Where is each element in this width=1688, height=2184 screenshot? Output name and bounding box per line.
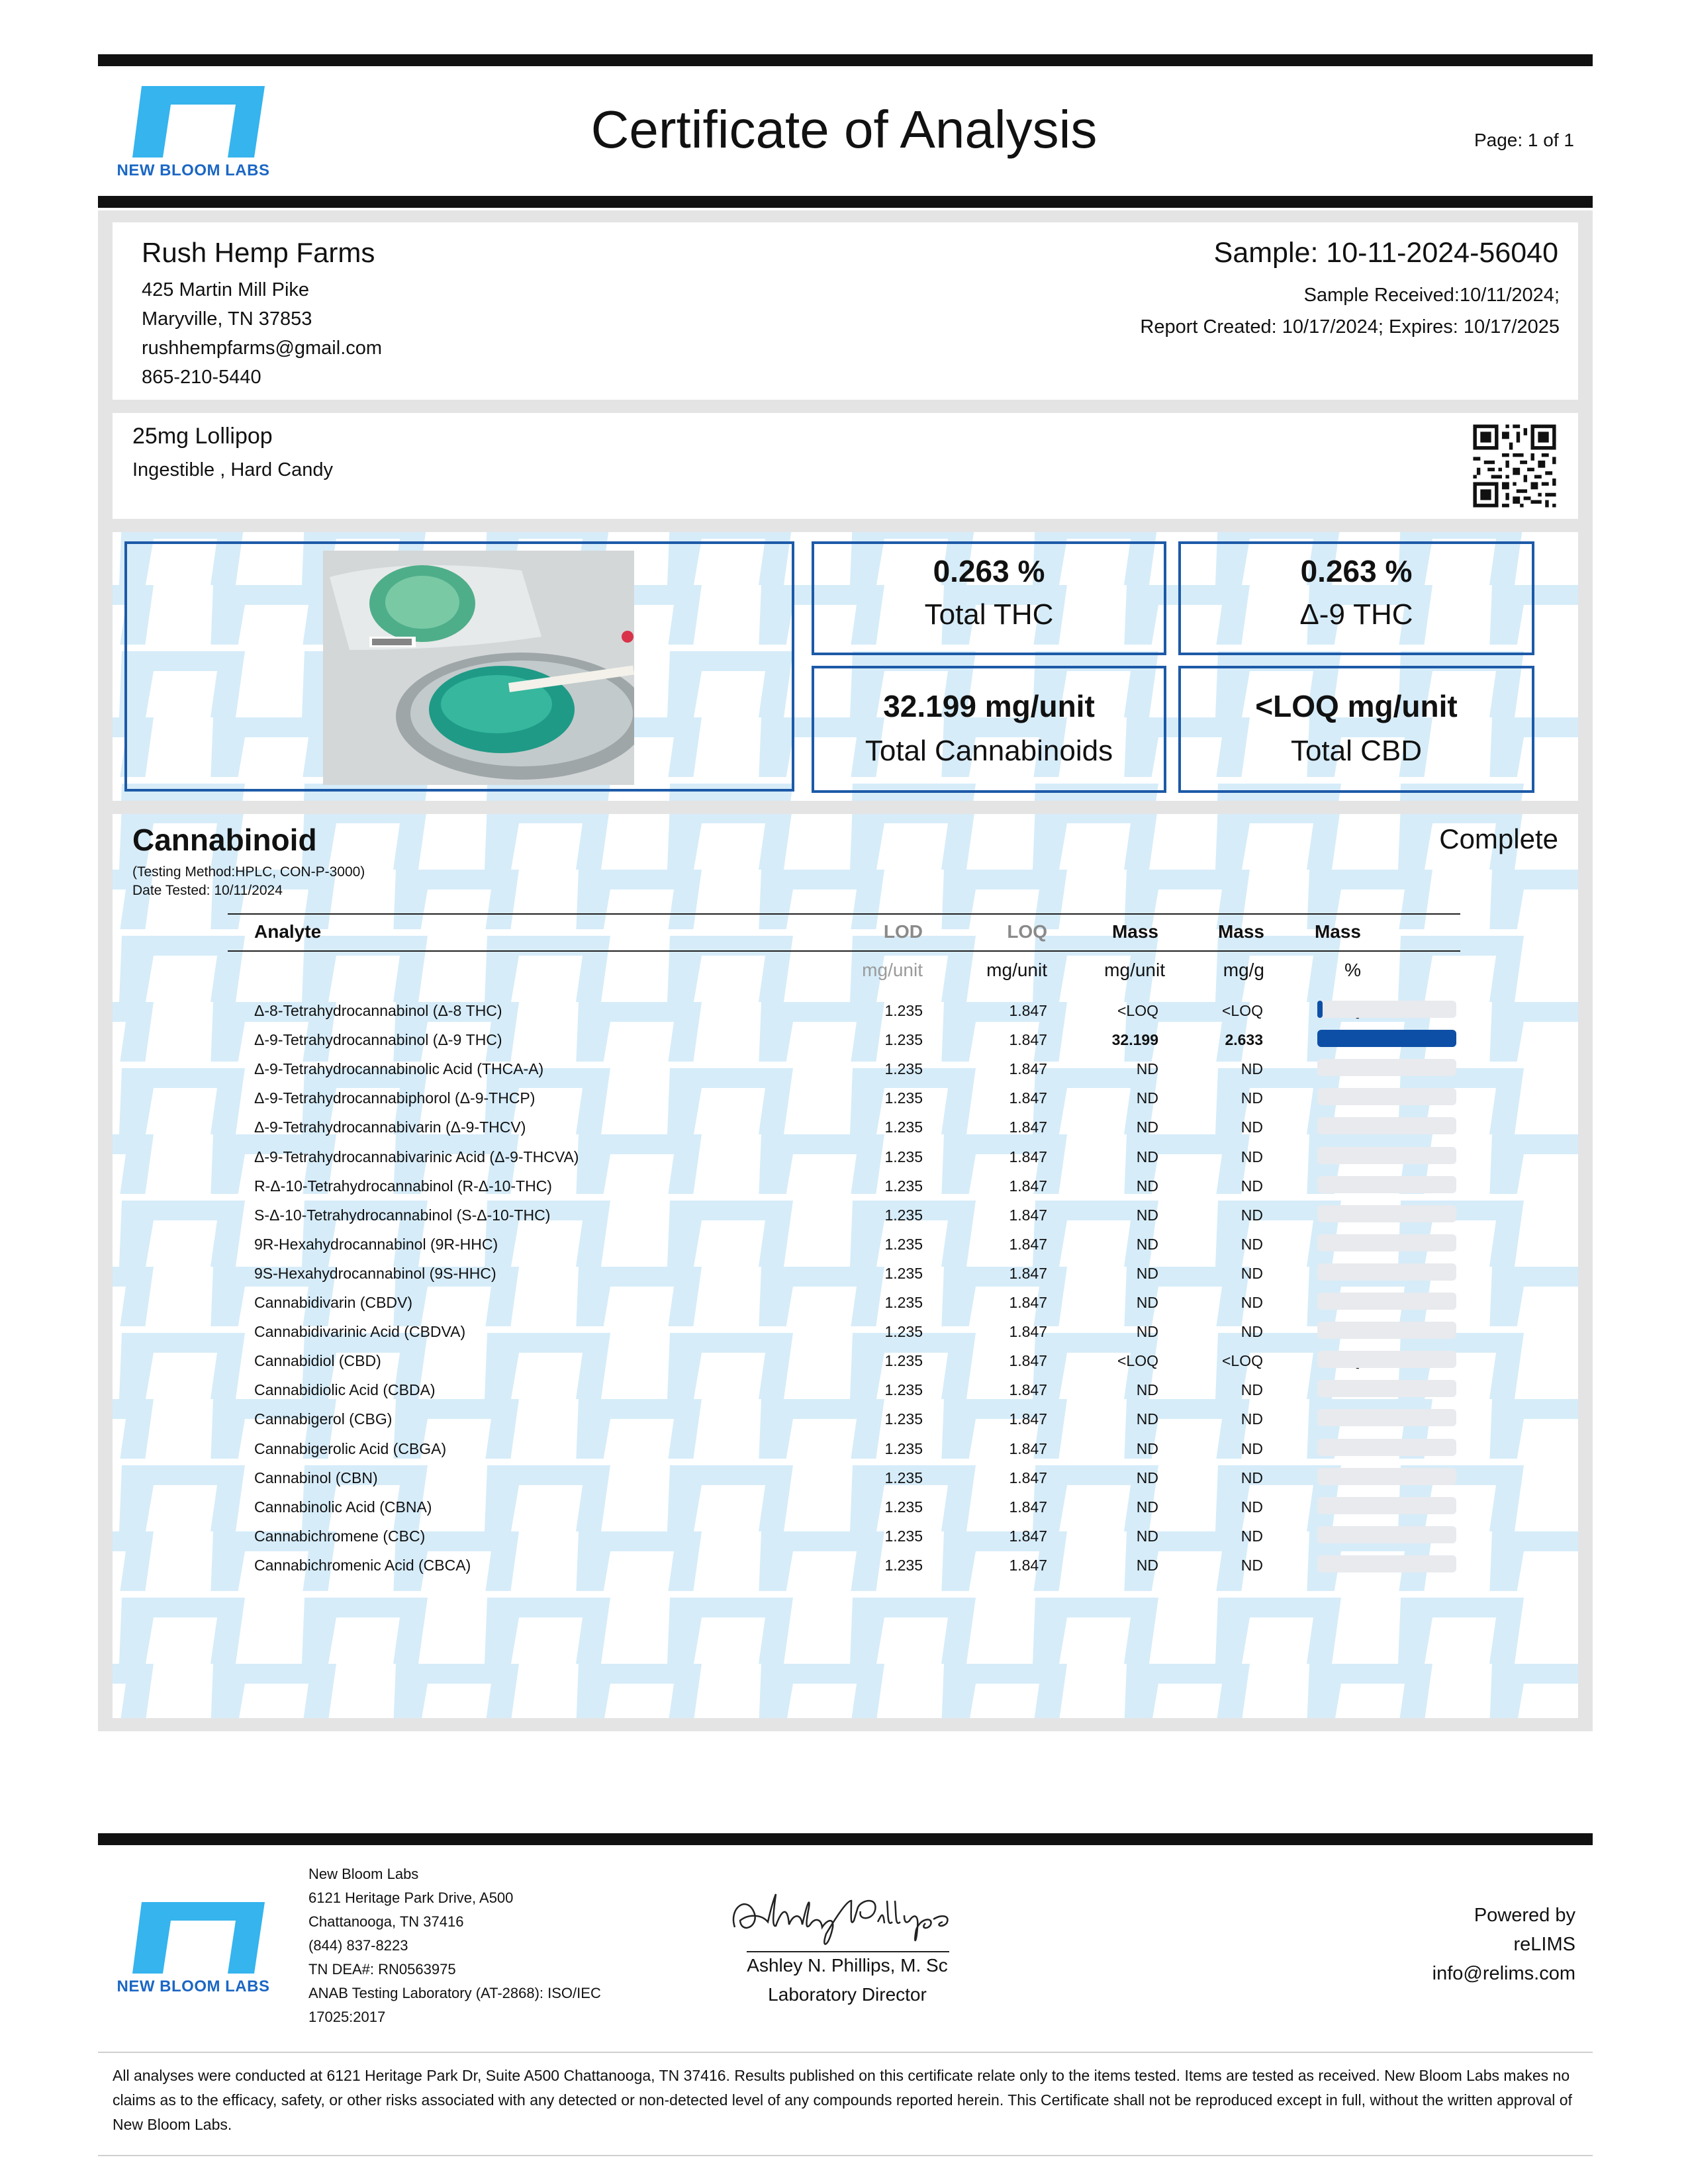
result-bar-track bbox=[1317, 1380, 1456, 1397]
report-frame bbox=[98, 210, 1593, 1731]
total-cannabinoids-label: Total Cannabinoids bbox=[865, 735, 1113, 767]
powered-by: Powered by bbox=[1474, 1905, 1575, 1926]
result-bar-track bbox=[1317, 1117, 1456, 1134]
mass-unit-value: ND bbox=[1136, 1177, 1158, 1195]
mass-g-value: ND bbox=[1241, 1381, 1263, 1398]
lod-value: 1.235 bbox=[884, 1265, 923, 1282]
loq-value: 1.847 bbox=[1009, 1410, 1047, 1428]
lab-address2: Chattanooga, TN 37416 bbox=[308, 1913, 464, 1930]
lab-name: New Bloom Labs bbox=[308, 1866, 419, 1882]
analyte-name: Cannabichromene (CBC) bbox=[254, 1527, 426, 1545]
analyte-name: Δ-9-Tetrahydrocannabinolic Acid (THCA-A) bbox=[254, 1060, 544, 1077]
unit-mass-unit: mg/unit bbox=[1104, 960, 1165, 980]
mass-g-value: <LOQ bbox=[1221, 1352, 1263, 1369]
loq-value: 1.847 bbox=[1009, 1060, 1047, 1077]
result-bar-track bbox=[1317, 1468, 1456, 1485]
mass-g-value: ND bbox=[1241, 1498, 1263, 1516]
disclaimer-text: All analyses were conducted at 6121 Heritage Park Dr, Suite A500 Chattanooga, TN 37416. Results published on this certificate relate only to the items tested. Items are tested as received. New Bloom Labs makes no claims as to the efficacy, safety, or other risks associated with any detected or non-detected level of any compounds reported herein. This Certificate shall not be reproduced except in full, without the written approval of New Bloom Labs. bbox=[113, 2067, 1572, 2133]
analyte-name: Δ-9-Tetrahydrocannabivarin (Δ-9-THCV) bbox=[254, 1118, 526, 1136]
analyte-name: S-Δ-10-Tetrahydrocannabinol (S-Δ-10-THC) bbox=[254, 1206, 551, 1224]
analyte-name: Cannabidivarin (CBDV) bbox=[254, 1294, 413, 1311]
result-bar-track bbox=[1317, 1293, 1456, 1310]
qr-code-icon bbox=[1470, 421, 1560, 511]
mass-g-value: ND bbox=[1241, 1527, 1263, 1545]
delta9-thc-label: Δ-9 THC bbox=[1299, 598, 1413, 631]
mass-g-value: ND bbox=[1241, 1236, 1263, 1253]
signatory-name: Ashley N. Phillips, M. Sc bbox=[747, 1955, 948, 1976]
client-address1: 425 Martin Mill Pike bbox=[142, 279, 310, 300]
loq-value: 1.847 bbox=[1009, 1206, 1047, 1224]
total-cbd-value: <LOQ mg/unit bbox=[1255, 689, 1458, 723]
analyte-name: Cannabidivarinic Acid (CBDVA) bbox=[254, 1323, 466, 1340]
loq-value: 1.847 bbox=[1009, 1381, 1047, 1398]
mass-g-value: ND bbox=[1241, 1440, 1263, 1457]
total-thc-value: 0.263 % bbox=[933, 554, 1045, 588]
delta9-thc-value: 0.263 % bbox=[1300, 554, 1413, 588]
mass-g-value: ND bbox=[1241, 1060, 1263, 1077]
result-bar-track bbox=[1317, 1059, 1456, 1076]
product-name: 25mg Lollipop bbox=[132, 424, 273, 449]
client-name: Rush Hemp Farms bbox=[142, 237, 375, 268]
lod-value: 1.235 bbox=[884, 1236, 923, 1253]
mass-unit-value: ND bbox=[1136, 1440, 1158, 1457]
unit-mass-g: mg/g bbox=[1223, 960, 1264, 980]
lab-info bbox=[308, 1862, 601, 2029]
loq-value: 1.847 bbox=[1009, 1557, 1047, 1574]
lod-value: 1.235 bbox=[884, 1206, 923, 1224]
summary-panel bbox=[113, 532, 1578, 801]
disclaimer-bottom-rule bbox=[98, 2155, 1593, 2156]
lod-value: 1.235 bbox=[884, 1440, 923, 1457]
loq-value: 1.847 bbox=[1009, 1294, 1047, 1311]
lod-value: 1.235 bbox=[884, 1089, 923, 1107]
total-thc-label: Total THC bbox=[924, 598, 1054, 631]
result-bar-track bbox=[1317, 1205, 1456, 1222]
lod-value: 1.235 bbox=[884, 1002, 923, 1019]
result-bar-fill bbox=[1317, 1001, 1323, 1018]
col-mass-pct: Mass bbox=[1314, 921, 1361, 942]
testing-method: (Testing Method:HPLC, CON-P-3000) bbox=[132, 864, 365, 880]
cannabinoid-status: Complete bbox=[1439, 823, 1558, 854]
lab-anab2: 17025:2017 bbox=[308, 2009, 386, 2025]
col-lod: LOD bbox=[883, 921, 923, 942]
loq-value: 1.847 bbox=[1009, 1177, 1047, 1195]
mass-unit-value: ND bbox=[1136, 1118, 1158, 1136]
mass-unit-value: ND bbox=[1136, 1469, 1158, 1486]
client-email: rushhempfarms@gmail.com bbox=[142, 338, 383, 359]
mass-unit-value: <LOQ bbox=[1117, 1002, 1158, 1019]
disclaimer-top-rule bbox=[98, 2052, 1593, 2053]
result-bar-track bbox=[1317, 1263, 1456, 1281]
lod-value: 1.235 bbox=[884, 1352, 923, 1369]
cannabinoid-title: Cannabinoid bbox=[132, 823, 317, 857]
lod-value: 1.235 bbox=[884, 1410, 923, 1428]
mass-unit-value: ND bbox=[1136, 1148, 1158, 1165]
cannabinoid-panel bbox=[113, 814, 1578, 1718]
report-dates: Report Created: 10/17/2024; Expires: 10/17/2025 bbox=[1140, 316, 1560, 338]
lod-value: 1.235 bbox=[884, 1294, 923, 1311]
lollipop-photo-icon bbox=[323, 551, 634, 785]
lod-value: 1.235 bbox=[884, 1498, 923, 1516]
footer-logo bbox=[114, 1901, 273, 2000]
loq-value: 1.847 bbox=[1009, 1265, 1047, 1282]
mass-g-value: ND bbox=[1241, 1118, 1263, 1136]
total-thc-card bbox=[812, 541, 1166, 655]
result-bar-track bbox=[1317, 1322, 1456, 1339]
mass-g-value: ND bbox=[1241, 1323, 1263, 1340]
result-bar-track bbox=[1317, 1555, 1456, 1572]
loq-value: 1.847 bbox=[1009, 1002, 1047, 1019]
col-analyte: Analyte bbox=[254, 921, 322, 942]
unit-mass-pct: % bbox=[1344, 960, 1361, 980]
lod-value: 1.235 bbox=[884, 1118, 923, 1136]
header-bottom-rule bbox=[98, 196, 1593, 208]
result-bar-track bbox=[1317, 1176, 1456, 1193]
result-bar-track bbox=[1317, 1001, 1456, 1018]
document-title: Certificate of Analysis bbox=[590, 100, 1098, 159]
mass-g-value: ND bbox=[1241, 1148, 1263, 1165]
loq-value: 1.847 bbox=[1009, 1498, 1047, 1516]
top-rule bbox=[98, 54, 1593, 66]
loq-value: 1.847 bbox=[1009, 1323, 1047, 1340]
sample-photo bbox=[323, 551, 634, 785]
analyte-name: Cannabinol (CBN) bbox=[254, 1469, 378, 1486]
mass-unit-value: ND bbox=[1136, 1060, 1158, 1077]
mass-g-value: ND bbox=[1241, 1177, 1263, 1195]
client-phone: 865-210-5440 bbox=[142, 367, 261, 388]
result-bar-track bbox=[1317, 1351, 1456, 1368]
lod-value: 1.235 bbox=[884, 1148, 923, 1165]
analyte-name: 9S-Hexahydrocannabinol (9S-HHC) bbox=[254, 1265, 496, 1282]
analyte-name: Δ-9-Tetrahydrocannabinol (Δ-9 THC) bbox=[254, 1031, 502, 1048]
lod-value: 1.235 bbox=[884, 1323, 923, 1340]
analyte-name: 9R-Hexahydrocannabinol (9R-HHC) bbox=[254, 1236, 498, 1253]
result-bar-track bbox=[1317, 1234, 1456, 1251]
signature-line bbox=[747, 1951, 949, 1952]
mass-g-value: <LOQ bbox=[1221, 1002, 1263, 1019]
total-cannabinoids-value: 32.199 mg/unit bbox=[883, 689, 1095, 723]
mass-unit-value: ND bbox=[1136, 1206, 1158, 1224]
table-header-line bbox=[228, 950, 1460, 952]
powered-by-brand: reLIMS bbox=[1513, 1934, 1575, 1955]
product-type: Ingestible , Hard Candy bbox=[132, 459, 334, 480]
analyte-name: Δ-8-Tetrahydrocannabinol (Δ-8 THC) bbox=[254, 1002, 502, 1019]
new-bloom-logo-footer-icon bbox=[114, 1901, 273, 1975]
lab-address1: 6121 Heritage Park Drive, A500 bbox=[308, 1889, 514, 1906]
mass-unit-value: ND bbox=[1136, 1089, 1158, 1107]
analyte-name: Cannabidiolic Acid (CBDA) bbox=[254, 1381, 436, 1398]
mass-g-value: ND bbox=[1241, 1294, 1263, 1311]
lod-value: 1.235 bbox=[884, 1031, 923, 1048]
client-address2: Maryville, TN 37853 bbox=[142, 308, 312, 330]
result-bar-track bbox=[1317, 1147, 1456, 1164]
lod-value: 1.235 bbox=[884, 1381, 923, 1398]
mass-g-value: ND bbox=[1241, 1410, 1263, 1428]
loq-value: 1.847 bbox=[1009, 1148, 1047, 1165]
analyte-name: Cannabinolic Acid (CBNA) bbox=[254, 1498, 432, 1516]
mass-g-value: ND bbox=[1241, 1469, 1263, 1486]
mass-unit-value: <LOQ bbox=[1117, 1352, 1158, 1369]
analyte-name: Cannabichromenic Acid (CBCA) bbox=[254, 1557, 471, 1574]
result-bar-track bbox=[1317, 1409, 1456, 1426]
signatory-title: Laboratory Director bbox=[768, 1984, 927, 2005]
result-bar-track bbox=[1317, 1526, 1456, 1543]
lod-value: 1.235 bbox=[884, 1060, 923, 1077]
lod-value: 1.235 bbox=[884, 1557, 923, 1574]
analyte-name: Cannabigerol (CBG) bbox=[254, 1410, 393, 1428]
mass-unit-value: 32.199 bbox=[1111, 1031, 1158, 1048]
result-bar-track bbox=[1317, 1088, 1456, 1105]
table-top-line bbox=[228, 913, 1460, 915]
unit-loq: mg/unit bbox=[986, 960, 1047, 980]
result-bar-fill bbox=[1317, 1030, 1456, 1047]
product-panel bbox=[113, 413, 1578, 519]
total-cannabinoids-card bbox=[812, 666, 1166, 793]
lab-anab1: ANAB Testing Laboratory (AT-2868): ISO/IEC bbox=[308, 1985, 601, 2001]
date-tested: Date Tested: 10/11/2024 bbox=[132, 883, 283, 898]
loq-value: 1.847 bbox=[1009, 1089, 1047, 1107]
mass-unit-value: ND bbox=[1136, 1265, 1158, 1282]
powered-by-email[interactable]: info@relims.com bbox=[1432, 1963, 1575, 1984]
mass-unit-value: ND bbox=[1136, 1498, 1158, 1516]
footer-rule bbox=[98, 1833, 1593, 1845]
sample-received: Sample Received:10/11/2024; bbox=[1303, 285, 1560, 306]
sample-id: Sample: 10-11-2024-56040 bbox=[1213, 237, 1558, 269]
total-cbd-card bbox=[1178, 666, 1534, 793]
mass-unit-value: ND bbox=[1136, 1294, 1158, 1311]
mass-g-value: 2.633 bbox=[1225, 1031, 1263, 1048]
signature-icon bbox=[722, 1881, 986, 1954]
loq-value: 1.847 bbox=[1009, 1236, 1047, 1253]
page-number: Page: 1 of 1 bbox=[1474, 130, 1574, 150]
footer-logo-text: NEW BLOOM LABS bbox=[117, 1978, 270, 1995]
loq-value: 1.847 bbox=[1009, 1440, 1047, 1457]
sample-photo-box bbox=[124, 541, 794, 792]
mass-unit-value: ND bbox=[1136, 1410, 1158, 1428]
delta9-thc-card bbox=[1178, 541, 1534, 655]
analyte-name: Cannabigerolic Acid (CBGA) bbox=[254, 1440, 447, 1457]
analyte-name: R-Δ-10-Tetrahydrocannabinol (R-Δ-10-THC) bbox=[254, 1177, 552, 1195]
unit-lod: mg/unit bbox=[862, 960, 923, 980]
loq-value: 1.847 bbox=[1009, 1352, 1047, 1369]
lod-value: 1.235 bbox=[884, 1177, 923, 1195]
loq-value: 1.847 bbox=[1009, 1527, 1047, 1545]
mass-unit-value: ND bbox=[1136, 1323, 1158, 1340]
logo-text: NEW BLOOM LABS bbox=[117, 161, 270, 179]
analyte-name: Δ-9-Tetrahydrocannabivarinic Acid (Δ-9-THCVA) bbox=[254, 1148, 579, 1165]
lab-dea: TN DEA#: RN0563975 bbox=[308, 1961, 456, 1978]
mass-unit-value: ND bbox=[1136, 1381, 1158, 1398]
mass-g-value: ND bbox=[1241, 1265, 1263, 1282]
loq-value: 1.847 bbox=[1009, 1118, 1047, 1136]
mass-g-value: ND bbox=[1241, 1557, 1263, 1574]
loq-value: 1.847 bbox=[1009, 1469, 1047, 1486]
result-bar-track bbox=[1317, 1439, 1456, 1456]
lod-value: 1.235 bbox=[884, 1527, 923, 1545]
lab-phone: (844) 837-8223 bbox=[308, 1937, 408, 1954]
col-loq: LOQ bbox=[1007, 921, 1047, 942]
mass-unit-value: ND bbox=[1136, 1236, 1158, 1253]
col-mass-g: Mass bbox=[1217, 921, 1264, 942]
client-panel bbox=[113, 222, 1578, 400]
col-mass-unit: Mass bbox=[1111, 921, 1158, 942]
lod-value: 1.235 bbox=[884, 1469, 923, 1486]
mass-unit-value: ND bbox=[1136, 1557, 1158, 1574]
result-bar-track bbox=[1317, 1497, 1456, 1514]
mass-g-value: ND bbox=[1241, 1206, 1263, 1224]
analyte-name: Δ-9-Tetrahydrocannabiphorol (Δ-9-THCP) bbox=[254, 1089, 536, 1107]
loq-value: 1.847 bbox=[1009, 1031, 1047, 1048]
analyte-name: Cannabidiol (CBD) bbox=[254, 1352, 381, 1369]
mass-unit-value: ND bbox=[1136, 1527, 1158, 1545]
total-cbd-label: Total CBD bbox=[1290, 735, 1423, 767]
mass-g-value: ND bbox=[1241, 1089, 1263, 1107]
